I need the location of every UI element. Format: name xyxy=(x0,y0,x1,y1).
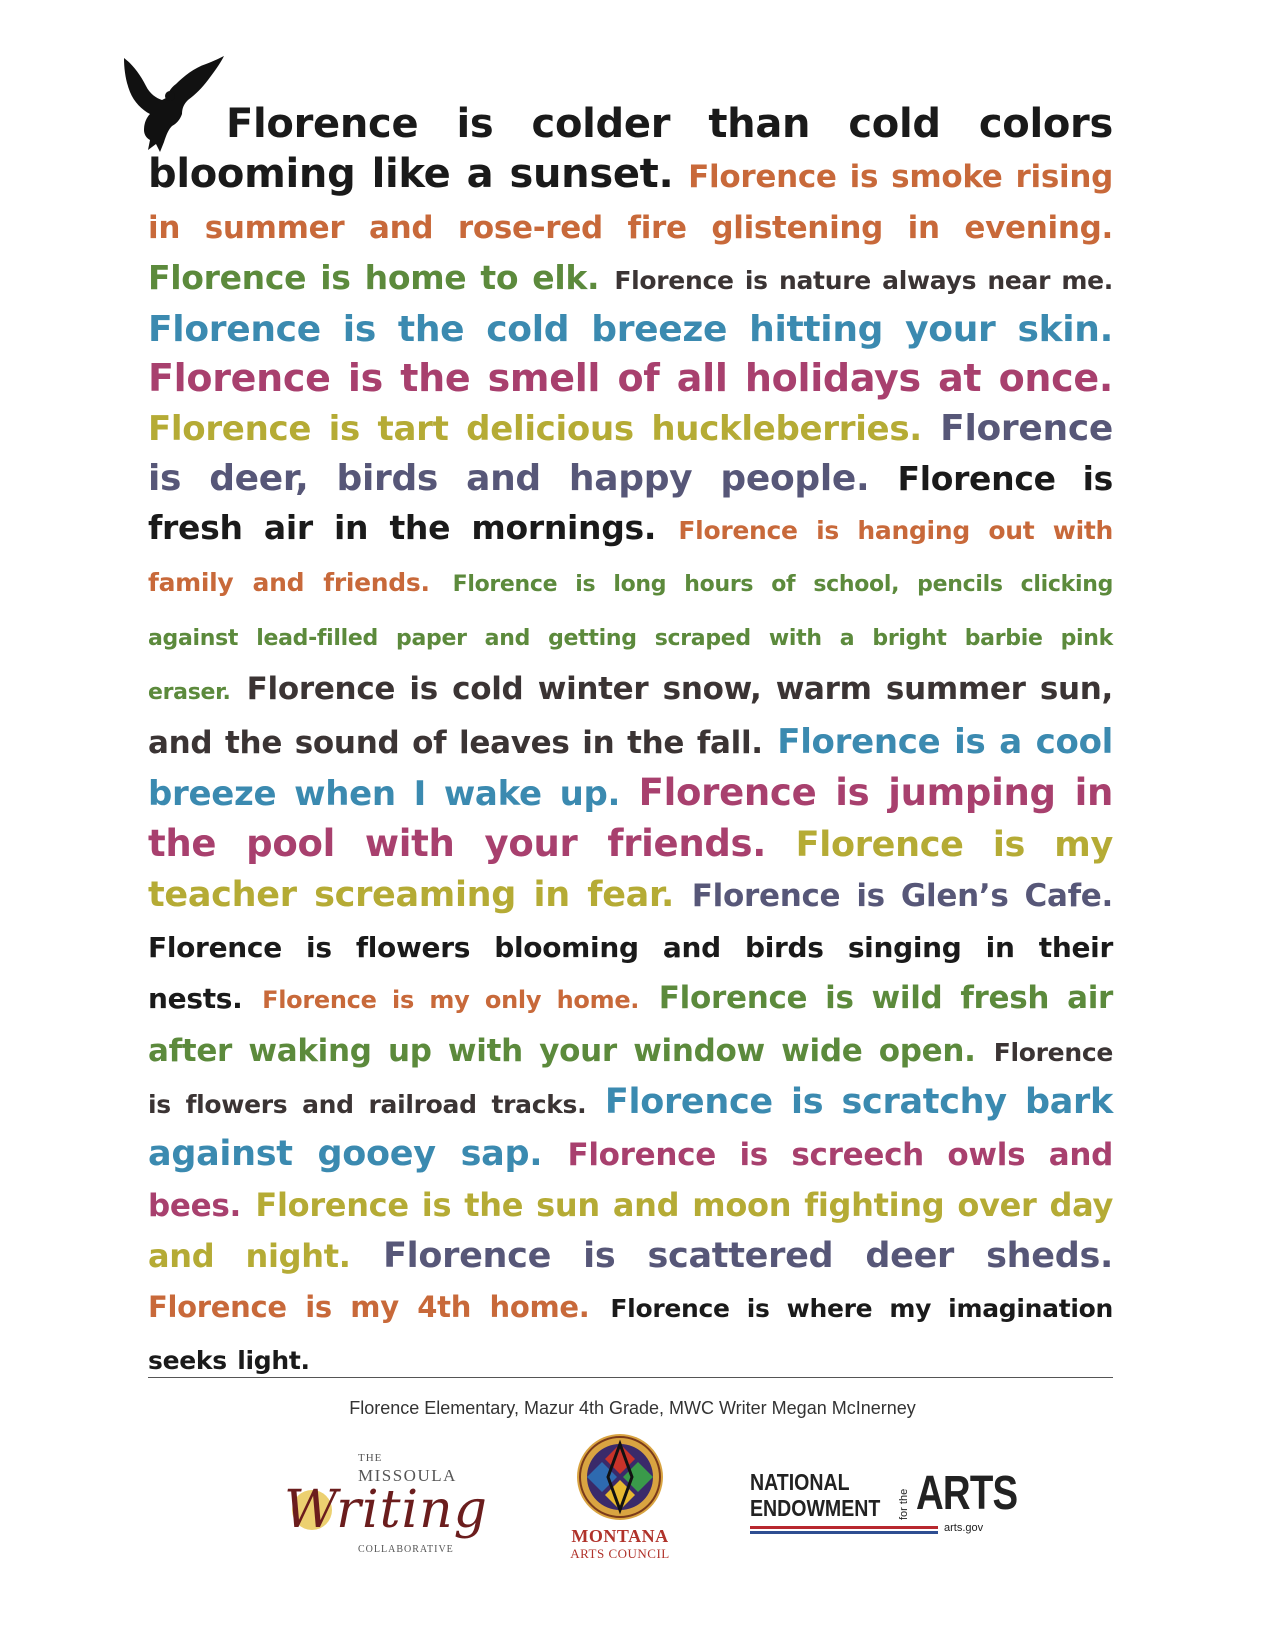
poem-sentence: Florence is where my imagination seeks light. xyxy=(148,1294,1113,1375)
poem-sentence: Florence is my 4th home. xyxy=(148,1290,590,1324)
poem-sentence: Florence is scratchy bark against gooey sap. xyxy=(148,1082,1113,1174)
poem-sentence: Florence is cold winter snow, warm summer sun, and the sound of leaves in the fall. xyxy=(148,671,1114,761)
poem-sentence: Florence is smoke rising in summer and rose-red fire glistening in evening. xyxy=(148,159,1114,246)
poem-sentence: Florence is tart delicious huckleberries. xyxy=(148,409,922,449)
poem-sentence: Florence is scattered deer sheds. xyxy=(383,1236,1113,1276)
poem-sentence: Florence is deer, birds and happy people. xyxy=(148,408,1113,499)
montana-arts-council-logo xyxy=(560,1432,710,1562)
poem-sentence: Florence is flowers blooming and birds singing in their nests. xyxy=(148,931,1113,1015)
logo-text-arts: ARTS xyxy=(916,1467,1018,1520)
poem-sentence: Florence is home to elk. xyxy=(148,258,600,297)
logo-text-writing: Writing xyxy=(284,1480,488,1540)
poem-sentence: Florence is flowers and railroad tracks. xyxy=(148,1038,1114,1119)
logo-text-montana: MONTANA xyxy=(571,1526,669,1546)
poem-sentence: Florence is hanging out with family and friends. xyxy=(148,516,1114,597)
poem-sentence: Florence is a cool breeze when I wake up. xyxy=(148,722,1113,814)
poem-sentence: Florence is screech owls and bees. xyxy=(148,1137,1113,1224)
poem-sentence: Florence is long hours of school, pencils clicking against lead-filled paper and getting scraped with a bright barbie pink eraser. xyxy=(148,572,1114,705)
logo-text-missoula: MISSOULA xyxy=(358,1466,457,1485)
poem-sentence: Florence is colder than cold colors blooming like a sunset. xyxy=(148,101,1113,197)
poem-sentence: Florence is Glen’s Cafe. xyxy=(691,878,1114,914)
divider xyxy=(148,1377,1113,1378)
poem-sentence: Florence is jumping in the pool with your friends. xyxy=(148,771,1114,865)
poem-sentence: Florence is my teacher screaming in fear. xyxy=(148,825,1113,915)
poem-text xyxy=(148,100,1113,1385)
poem-sentence: Florence is the sun and moon fighting over day and night. xyxy=(148,1186,1114,1275)
logo-text-collaborative: COLLABORATIVE xyxy=(358,1544,454,1555)
national-endowment-for-the-arts-logo xyxy=(750,1467,1018,1540)
logo-text-endowment: ENDOWMENT xyxy=(750,1495,881,1521)
poem-sentence: Florence is wild fresh air after waking up with your window wide open. xyxy=(148,980,1114,1069)
poem-sentence: Florence is fresh air in the mornings. xyxy=(148,459,1114,547)
poem-sentence: Florence is my only home. xyxy=(262,986,640,1014)
credit-line: Florence Elementary, Mazur 4th Grade, MWC Writer Megan McInerney xyxy=(349,1398,916,1418)
poem-sentence: Florence is the cold breeze hitting your skin. xyxy=(148,309,1113,350)
poem-sentence: Florence is nature always near me. xyxy=(614,266,1114,295)
logo-text-arts-gov: arts.gov xyxy=(944,1522,984,1534)
logo-text-arts-council: ARTS COUNCIL xyxy=(570,1546,670,1561)
logo-text-national: NATIONAL xyxy=(750,1469,850,1495)
logo-text-for-the: for the xyxy=(898,1488,910,1520)
poem-sentence: Florence is the smell of all holidays at once. xyxy=(148,356,1113,400)
logo-text-the: THE xyxy=(358,1452,383,1464)
missoula-writing-collaborative-logo xyxy=(262,1446,502,1586)
blue-stripe xyxy=(750,1531,938,1534)
montana-arts-council-wheel-icon xyxy=(575,1432,665,1522)
red-stripe xyxy=(750,1526,938,1529)
